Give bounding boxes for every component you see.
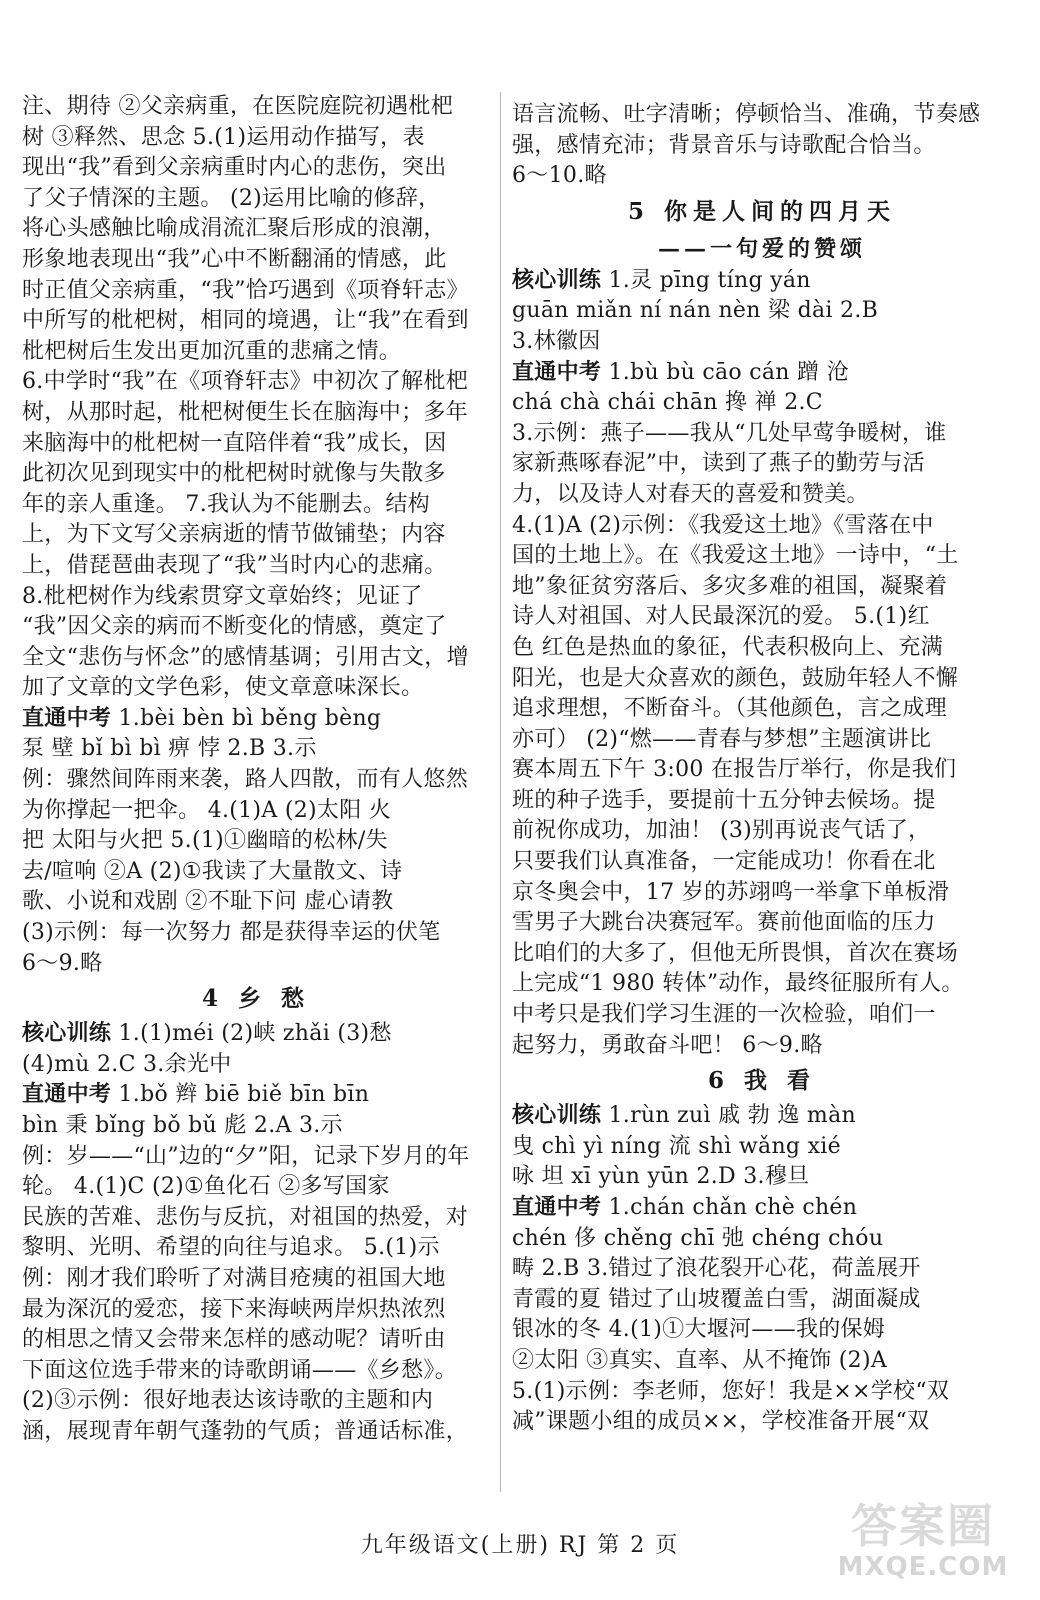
text-line: 阳光，也是大众喜欢的颜色，鼓励年轻人不懈	[512, 665, 959, 691]
text-line: 把 太阳与火把 5.(1)①幽暗的松林/失	[22, 828, 388, 854]
text-line: 为你撑起一把伞。 4.(1)A (2)太阳 火	[22, 797, 392, 823]
text-line: 加了文章的文学色彩，使文章意味深长。	[22, 675, 424, 701]
section-label: 核心训练	[512, 267, 602, 293]
text-line: 泵 壁 bǐ bì bì 痹 悖 2.B 3.示	[22, 736, 317, 762]
text-line: 时正值父亲病重，“我”恰巧遇到《项脊轩志》	[22, 277, 469, 303]
text-line: 枇杷树后生发出更加沉重的悲痛之情。	[22, 338, 402, 364]
text-line: 比咱们的大多了，但他无所畏惧，首次在赛场	[512, 940, 959, 966]
text-line: 国的土地上》。在《我爱这土地》一诗中，“土	[512, 543, 959, 569]
text-line: 3.林徽因	[512, 328, 601, 354]
text-line: 最为深沉的爱恋，接下来海峡两岸炽热浓烈	[22, 1296, 446, 1322]
text-line: (2)③示例：很好地表达该诗歌的主题和内	[22, 1388, 434, 1414]
page-footer: 九年级语文(上册) RJ 第 2 页	[360, 1533, 680, 1558]
text-line: 民族的苦难、悲伤与反抗，对祖国的热爱，对	[22, 1204, 469, 1230]
text-line: 上完成“1 980 转体”动作，最终征服所有人。	[512, 971, 964, 997]
text-line: ②太阳 ③真实、直率、从不掩饰 (2)A	[512, 1347, 888, 1373]
text-line: 6.中学时“我”在《项脊轩志》中初次了解枇杷	[22, 369, 469, 395]
text-line: 色 红色是热血的象征，代表积极向上、充满	[512, 634, 943, 660]
text-line: 现出“我”看到父亲病重时内心的悲伤，突出	[22, 155, 447, 181]
section-label: 核心训练	[512, 1103, 602, 1129]
text-line: 京冬奥会中，17 岁的苏翊鸣一举拿下单板滑	[512, 879, 950, 905]
section-title-6: 6 我 看	[707, 1067, 817, 1095]
text-line: 班的种子选手，要提前十五分钟去候场。提	[512, 787, 936, 813]
text-line: guān miǎn ní nán nèn 梁 dài 2.B	[512, 298, 879, 324]
section-title-4: 4 乡 愁	[201, 985, 311, 1013]
section-label: 直通中考	[512, 1195, 602, 1220]
watermark-logo	[818, 1490, 1028, 1590]
text-line: 例：骤然间阵雨来袭，路人四散，而有人悠然	[22, 767, 469, 793]
text-line: 地”象征贫穷落后、多灾多难的祖国，凝聚着	[512, 573, 948, 599]
text-line: 的相思之情又会带来怎样的感动呢？请听由	[22, 1327, 446, 1353]
section-label: 直通中考	[512, 359, 602, 385]
text-line: 中考只是我们学习生涯的一次检验，咱们一	[512, 1002, 936, 1028]
right-column	[512, 100, 1012, 1438]
text-line: 注、期待 ②父亲病重，在医院庭院初遇枇杷	[22, 94, 453, 119]
left-column	[22, 92, 490, 1448]
text-line: 此初次见到现实中的枇杷树时就像与失散多	[22, 461, 446, 487]
text-line: 咏 坦 xī yùn yūn 2.D 3.穆旦	[512, 1164, 810, 1190]
text-line: 家新燕啄春泥”中，读到了燕子的勤劳与活	[512, 451, 925, 477]
text-line: 了父子情深的主题。 (2)运用比喻的修辞，	[22, 185, 441, 211]
text-line: 赛本周五下午 3:00 在报告厅举行，你是我们	[512, 757, 957, 783]
watermark-text: 答案圈	[851, 1499, 995, 1553]
text-line: 例：岁——“山”边的“夕”阳，记录下岁月的年	[22, 1143, 470, 1169]
column-divider	[500, 92, 501, 1492]
text-line: 语言流畅、吐字清晰；停顿恰当、准确，节奏感	[512, 102, 981, 127]
text-line: 全文“悲伤与怀念”的感情基调；引用古文，增	[22, 644, 469, 670]
text-line: 年的亲人重逢。 7.我认为不能删去。结构	[22, 491, 430, 517]
text-line: 核心训练 1.(1)méi (2)峡 zhǎi (3)愁	[22, 1021, 392, 1047]
text-line: (4)mù 2.C 3.余光中	[22, 1051, 232, 1077]
text-line: 曳 chì yì níng 流 shì wǎng xié	[512, 1133, 841, 1159]
text-line: 来脑海中的枇杷树一直陪伴着“我”成长，因	[22, 430, 447, 456]
text-line: 强，感情充沛；背景音乐与诗歌配合恰当。	[512, 132, 936, 158]
text-line: 8.枇杷树作为线索贯穿文章始终；见证了	[22, 583, 423, 609]
section-label: 直通中考	[22, 1082, 112, 1108]
text-line: 追求理想，不断奋斗。（其他颜色，言之成理	[512, 696, 948, 722]
text-line: 5.(1)示例：李老师，您好！我是××学校“双	[512, 1378, 950, 1404]
text-line: 将心头感触比喻成涓流汇聚后形成的浪潮，	[22, 216, 446, 242]
text-line: “我”因父亲的病而不断变化的情感，奠定了	[22, 614, 447, 640]
section-subtitle-5: ——一句爱的赞颂	[657, 235, 866, 262]
text-line: (3)示例：每一次努力 都是获得幸运的伏笔	[22, 920, 441, 946]
text-line: 畴 2.B 3.错过了浪花裂开心花，荷盖展开	[512, 1256, 921, 1282]
text-line: 直通中考 1.bǒ 辫 biē biě bīn bīn	[22, 1082, 370, 1108]
text-line: 直通中考 1.chán chǎn chè chén	[512, 1195, 858, 1220]
text-line: 下面这位选手带来的诗歌朗诵——《乡愁》。	[22, 1357, 458, 1383]
text-line: 减”课题小组的成员××，学校准备开展“双	[512, 1409, 930, 1435]
text-line: 黎明、光明、希望的向往与追求。 5.(1)示	[22, 1235, 440, 1261]
text-line: 歌、小说和戏剧 ②不耻下问 虚心请教	[22, 889, 394, 915]
text-line: 中所写的枇杷树，相同的境遇，让“我”在看到	[22, 308, 469, 334]
text-line: 去/喧响 ②A (2)①我读了大量散文、诗	[22, 858, 403, 884]
text-line: 6～10.略	[512, 163, 607, 189]
text-line: chén 侈 chěng chī 弛 chéng chóu	[512, 1225, 884, 1251]
text-line: 核心训练 1.rùn zuì 戚 勃 逸 màn	[512, 1103, 856, 1129]
text-line: chá chà chái chān 搀 禅 2.C	[512, 390, 823, 416]
text-line: 涵，展现青年朝气蓬勃的气质；普通话标准，	[22, 1418, 469, 1444]
text-line: 只要我们认真准备，一定能成功！你看在北	[512, 849, 936, 875]
text-line: 轮。 4.(1)C (2)①鱼化石 ②多写国家	[22, 1174, 390, 1200]
text-line: 树，从那时起，枇杷树便生长在脑海中；多年	[22, 399, 469, 425]
section-label: 直通中考	[22, 705, 112, 731]
text-line: 起努力，勇敢奋斗吧！ 6～9.略	[512, 1032, 823, 1058]
text-line: 3.示例：燕子——我从“几处早莺争暖树，谁	[512, 420, 947, 446]
text-line: 形象地表现出“我”心中不断翻涌的情感，此	[22, 246, 447, 272]
text-line: 4.(1)A (2)示例：《我爱这土地》《雪落在中	[512, 512, 934, 538]
text-line: 直通中考 1.bèi bèn bì běng bèng	[22, 705, 382, 731]
text-line: 银冰的冬 4.(1)①大堰河——我的保姆	[512, 1317, 886, 1343]
text-line: bìn 秉 bǐng bǒ bǔ 彪 2.A 3.示	[22, 1113, 343, 1138]
text-line: 雪男子大跳台决赛冠军。赛前他面临的压力	[512, 910, 936, 936]
section-label: 核心训练	[22, 1021, 112, 1047]
text-line: 核心训练 1.灵 pīng tíng yán	[512, 267, 811, 293]
text-line: 诗人对祖国、对人民最深沉的爱。 5.(1)红	[512, 604, 930, 630]
text-line: 青霞的夏 错过了山坡覆盖白雪，湖面凝成	[512, 1286, 921, 1312]
text-line: 6～9.略	[22, 950, 103, 976]
text-line: 树 ③释然、思念 5.(1)运用动作描写，表	[22, 124, 425, 150]
text-line: 前祝你成功，加油！ (3)别再说丧气话了，	[512, 818, 931, 844]
text-line: 直通中考 1.bù bù cāo cán 蹭 沧	[512, 359, 849, 385]
text-line: 力，以及诗人对春天的喜爱和赞美。	[512, 481, 869, 507]
text-line: 上，借琵琶曲表现了“我”当时内心的悲痛。	[22, 552, 447, 578]
text-line: 亦可） (2)“燃——青春与梦想”主题演讲比	[512, 726, 932, 752]
watermark-url: MXQE.COM	[837, 1552, 1009, 1582]
text-line: 上，为下文写父亲病逝的情节做铺垫；内容	[22, 522, 446, 548]
section-title-5: 5 你是人间的四月天	[627, 197, 896, 225]
text-line: 例：刚才我们聆听了对满目疮痍的祖国大地	[22, 1265, 446, 1291]
